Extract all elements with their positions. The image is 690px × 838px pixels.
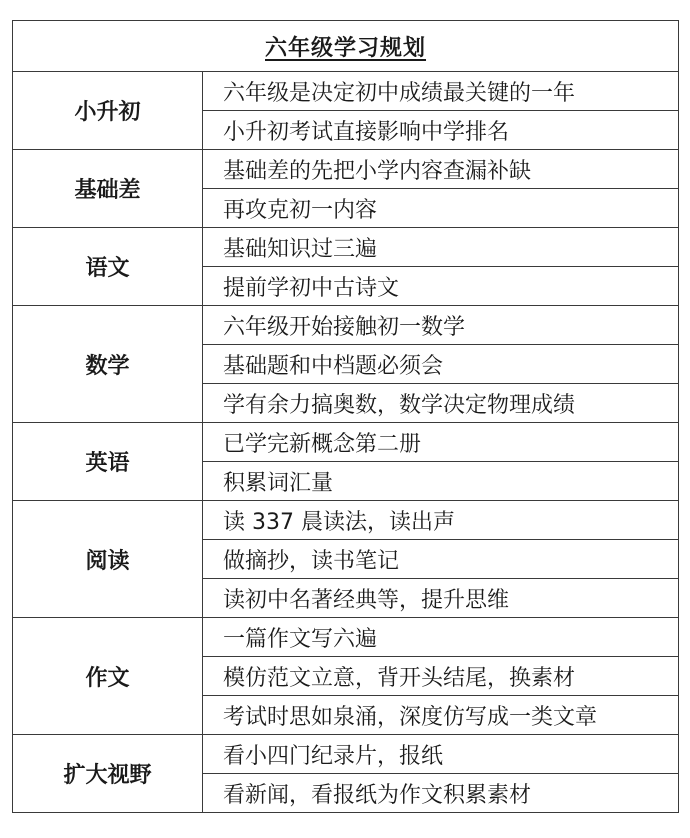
plan-item-text: 小升初考试直接影响中学排名	[223, 119, 510, 145]
item-cell	[203, 618, 679, 657]
plan-item-text: 考试时思如泉涌，深度仿写成一类文章	[223, 704, 598, 730]
item-cell	[203, 423, 679, 462]
category-cell	[13, 306, 203, 423]
plan-item-text: 六年级是决定初中成绩最关键的一年	[223, 80, 576, 106]
plan-row	[13, 423, 679, 462]
plan-item-text: 再攻克初一内容	[223, 197, 378, 223]
category-cell	[13, 423, 203, 501]
plan-row	[13, 228, 679, 267]
title-cell	[13, 21, 679, 72]
plan-item-text: 学有余力搞奥数，数学决定物理成绩	[223, 392, 576, 418]
plan-row	[13, 306, 679, 345]
item-cell	[203, 72, 679, 111]
category-cell	[13, 501, 203, 618]
plan-row	[13, 150, 679, 189]
category-cell	[13, 228, 203, 306]
plan-item-text: 做摘抄，读书笔记	[223, 548, 400, 574]
item-cell	[203, 306, 679, 345]
item-cell	[203, 111, 679, 150]
plan-row	[13, 618, 679, 657]
plan-item-text: 六年级开始接触初一数学	[223, 314, 466, 340]
plan-row	[13, 735, 679, 774]
item-cell	[203, 657, 679, 696]
item-cell	[203, 189, 679, 228]
category-cell	[13, 735, 203, 813]
item-cell	[203, 774, 679, 813]
page-title: 六年级学习规划	[265, 35, 427, 61]
item-cell	[203, 228, 679, 267]
plan-item-text: 模仿范文立意，背开头结尾，换素材	[223, 665, 576, 691]
plan-item-text: 看新闻，看报纸为作文积累素材	[223, 782, 532, 808]
plan-row	[13, 72, 679, 111]
item-cell	[203, 384, 679, 423]
plan-row	[13, 501, 679, 540]
plan-item-text: 读 337 晨读法，读出声	[223, 509, 455, 535]
study-plan-table	[12, 20, 679, 813]
category-label: 扩大视野	[63, 763, 152, 788]
item-cell	[203, 540, 679, 579]
plan-item-text: 基础题和中档题必须会	[223, 353, 444, 379]
category-label: 基础差	[74, 178, 141, 203]
category-label: 数学	[85, 353, 130, 379]
plan-item-text: 基础知识过三遍	[223, 236, 378, 262]
category-cell	[13, 150, 203, 228]
item-cell	[203, 696, 679, 735]
item-cell	[203, 267, 679, 306]
item-cell	[203, 501, 679, 540]
category-label: 语文	[85, 256, 130, 281]
plan-item-text: 一篇作文写六遍	[223, 626, 378, 652]
plan-item-text: 读初中名著经典等，提升思维	[223, 587, 510, 613]
category-label: 作文	[85, 665, 130, 691]
title-row	[13, 21, 679, 72]
plan-item-text: 看小四门纪录片，报纸	[223, 743, 444, 769]
item-cell	[203, 150, 679, 189]
item-cell	[203, 345, 679, 384]
category-label: 小升初	[74, 100, 141, 125]
plan-item-text: 提前学初中古诗文	[223, 275, 400, 301]
category-label: 英语	[85, 451, 130, 476]
study-plan-body	[13, 21, 679, 813]
plan-item-text: 已学完新概念第二册	[223, 431, 422, 457]
category-cell	[13, 72, 203, 150]
plan-item-text: 基础差的先把小学内容查漏补缺	[223, 158, 532, 184]
category-cell	[13, 618, 203, 735]
item-cell	[203, 462, 679, 501]
item-cell	[203, 735, 679, 774]
category-label: 阅读	[85, 548, 130, 574]
item-cell	[203, 579, 679, 618]
plan-item-text: 积累词汇量	[223, 470, 334, 496]
